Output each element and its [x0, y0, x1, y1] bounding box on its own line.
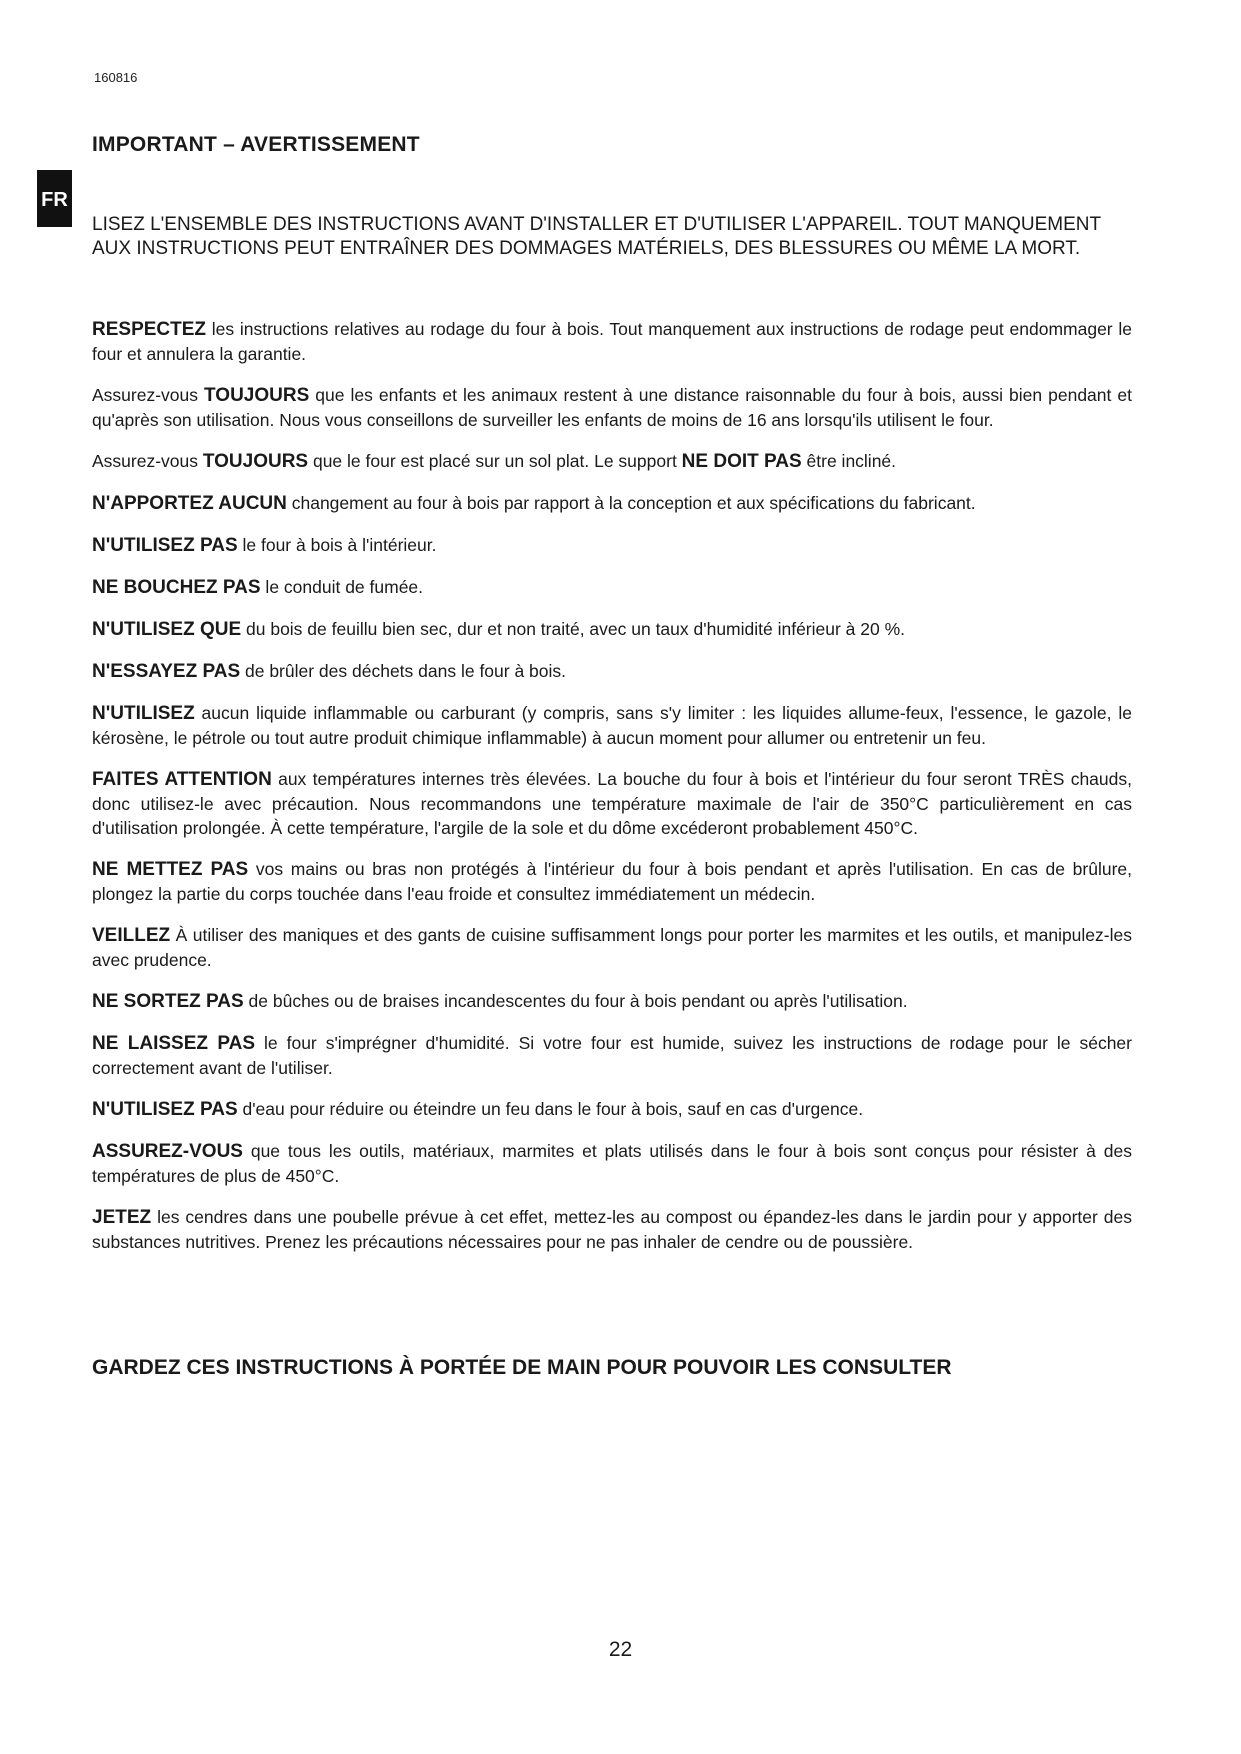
warning-item: NE LAISSEZ PAS le four s'imprégner d'humidité. Si votre four est humide, suivez les instructions de rodage pour le sécher correctement avant de l'utiliser.	[92, 1033, 1132, 1078]
warning-item: N'ESSAYEZ PAS de brûler des déchets dans le four à bois.	[92, 661, 567, 682]
language-tab	[37, 170, 72, 227]
page-number: 22	[608, 1638, 633, 1661]
warning-item: NE SORTEZ PAS de bûches ou de braises incandescentes du four à bois pendant ou après l'utilisation.	[92, 991, 908, 1012]
warning-item: RESPECTEZ les instructions relatives au rodage du four à bois. Tout manquement aux instructions de rodage peut endommager le four et annulera la garantie.	[92, 319, 1132, 364]
intro-warning: LISEZ L'ENSEMBLE DES INSTRUCTIONS AVANT D'INSTALLER ET D'UTILISER L'APPAREIL. TOUT MANQUEMENT AUX INSTRUCTIONS PEUT ENTRAÎNER DES DOMMAGES MATÉRIELS, DES BLESSURES OU MÊME LA MORT.	[92, 214, 1101, 259]
warnings-list	[92, 317, 1132, 1271]
warning-item: N'APPORTEZ AUCUN changement au four à bois par rapport à la conception et aux spécifications du fabricant.	[92, 493, 976, 514]
warning-item: N'UTILISEZ QUE du bois de feuillu bien sec, dur et non traité, avec un taux d'humidité inférieur à 20 %.	[92, 619, 906, 640]
warning-item: Assurez-vous TOUJOURS que les enfants et les animaux restent à une distance raisonnable du four à bois, aussi bien pendant et qu'après son utilisation. Nous vous conseillons de surveiller les enfants de moins de 16 ans lorsqu'ils utilisent le four.	[92, 385, 1133, 430]
page-title: IMPORTANT – AVERTISSEMENT	[92, 133, 420, 156]
warning-item: NE BOUCHEZ PAS le conduit de fumée.	[92, 577, 424, 598]
warning-item: Assurez-vous TOUJOURS que le four est placé sur un sol plat. Le support NE DOIT PAS être incliné.	[92, 451, 897, 472]
warning-item: N'UTILISEZ PAS d'eau pour réduire ou éteindre un feu dans le four à bois, sauf en cas d'urgence.	[92, 1099, 864, 1120]
warning-item: ASSUREZ-VOUS que tous les outils, matériaux, marmites et plats utilisés dans le four à bois sont conçus pour résister à des températures de plus de 450°C.	[92, 1141, 1132, 1186]
warning-item: N'UTILISEZ PAS le four à bois à l'intérieur.	[92, 535, 437, 556]
warning-item: NE METTEZ PAS vos mains ou bras non protégés à l'intérieur du four à bois pendant et après l'utilisation. En cas de brûlure, plongez la partie du corps touchée dans l'eau froide et consultez immédiatement un médecin.	[92, 859, 1132, 904]
warning-item: N'UTILISEZ aucun liquide inflammable ou carburant (y compris, sans s'y limiter : les liquides allume-feux, l'essence, le gazole, le kérosène, le pétrole ou tout autre produit chimique inflammable) à aucun moment pour allumer ou entretenir un feu.	[92, 703, 1132, 748]
language-tab-label: FR	[41, 189, 68, 211]
warning-item: VEILLEZ À utiliser des maniques et des gants de cuisine suffisamment longs pour porter les marmites et les outils, et manipulez-les avec prudence.	[92, 925, 1132, 970]
warning-item: JETEZ les cendres dans une poubelle prévue à cet effet, mettez-les au compost ou épandez-les dans le jardin pour y apporter des substances nutritives. Prenez les précautions nécessaires pour ne pas inhaler de cendre ou de poussière.	[92, 1207, 1132, 1252]
keep-instructions-note: GARDEZ CES INSTRUCTIONS À PORTÉE DE MAIN POUR POUVOIR LES CONSULTER	[92, 1356, 952, 1379]
warning-item: FAITES ATTENTION aux températures internes très élevées. La bouche du four à bois et l'intérieur du four seront TRÈS chauds, donc utilisez-le avec précaution. Nous recommandons une température maximale de l'air de 350°C particulièrement en cas d'utilisation prolongée. À cette température, l'argile de la sole et du dôme excéderont probablement 450°C.	[92, 769, 1132, 838]
document-code: 160816	[94, 70, 138, 85]
